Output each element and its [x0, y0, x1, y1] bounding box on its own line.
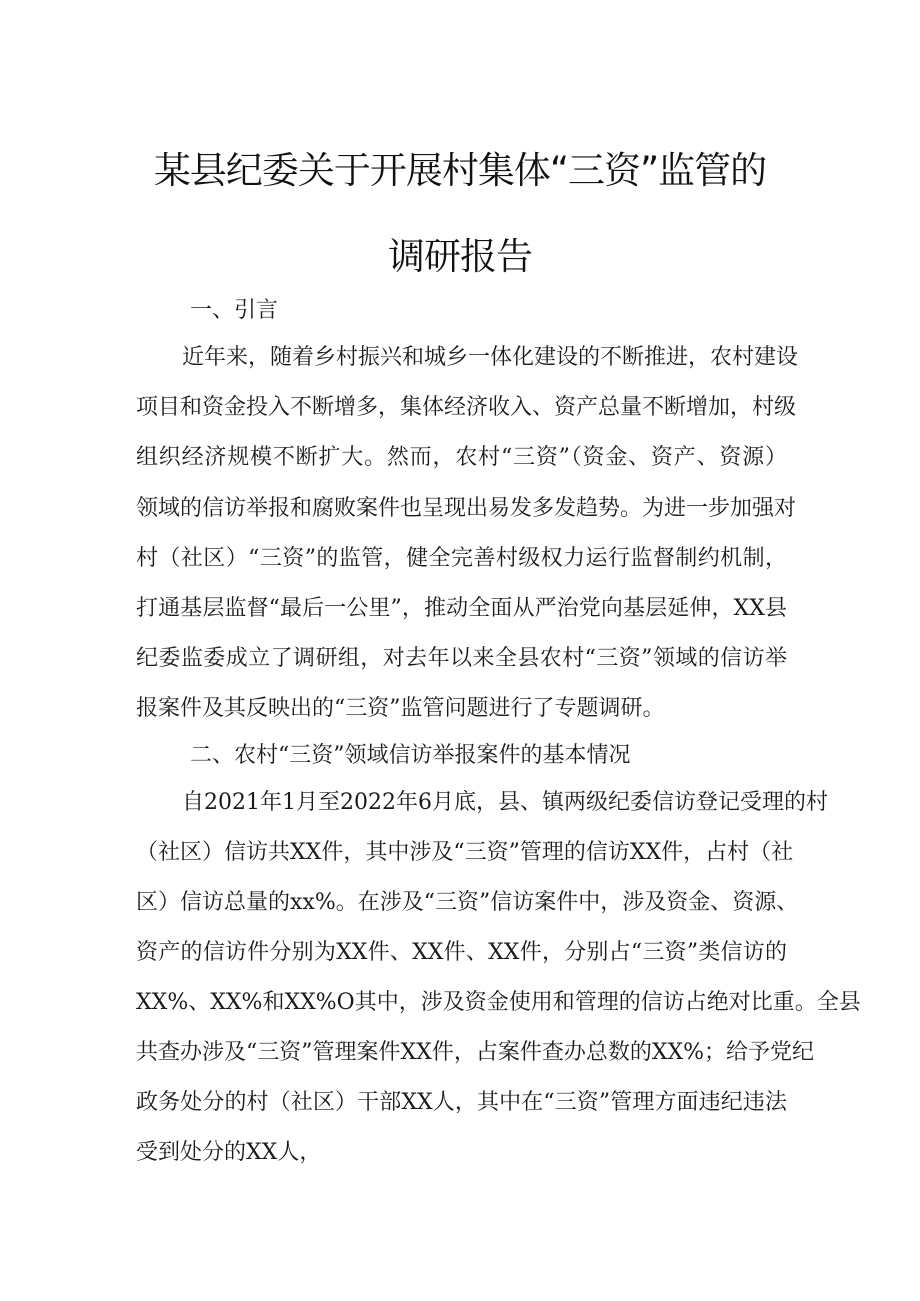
section-1-paragraph-line: 打通基层监督“最后一公里”，推动全面从严治党向基层延伸，XX县	[136, 596, 787, 621]
section-2-paragraph-line: 自2021年1月至2022年6月底，县、镇两级纪委信访登记受理的村	[182, 790, 828, 815]
section-1-paragraph-line: 组织经济规模不断扩大。然而，农村“三资”（资金、资产、资源）	[136, 445, 787, 470]
section-1-paragraph-line: 项目和资金投入不断增多，集体经济收入、资产总量不断增加，村级	[136, 395, 797, 420]
section-2-paragraph-line: 区）信访总量的xx%。在涉及“三资”信访案件中，涉及资金、资源、	[136, 890, 799, 915]
section-1-paragraph-line: 近年来，随着乡村振兴和城乡一体化建设的不断推进，农村建设	[182, 345, 799, 370]
section-2-heading: 二、农村“三资”领域信访举报案件的基本情况	[190, 743, 631, 768]
section-1-heading: 一、引言	[190, 298, 279, 323]
section-2-paragraph-line: （社区）信访共XX件，其中涉及“三资”管理的信访XX件，占村（社	[136, 840, 794, 865]
section-2-paragraph-line: XX%、XX%和XX%O其中，涉及资金使用和管理的信访占绝对比重。全县	[136, 990, 861, 1015]
document-title-line-2: 调研报告	[388, 235, 532, 278]
section-2-paragraph-line: 资产的信访件分别为XX件、XX件、XX件，分别占“三资”类信访的	[136, 940, 787, 965]
section-1-paragraph-line: 领域的信访举报和腐败案件也呈现出易发多发趋势。为进一步加强对	[136, 496, 797, 521]
document-title-line-1: 某县纪委关于开展村集体“三资”监管的	[153, 149, 767, 192]
section-2-paragraph-line: 受到处分的XX人，	[136, 1140, 322, 1165]
section-1-paragraph-line: 村（社区）“三资”的监管，健全完善村级权力运行监督制约机制，	[136, 546, 787, 571]
section-1-paragraph-line: 报案件及其反映出的“三资”监管问题进行了专题调研。	[136, 696, 665, 721]
section-1-paragraph-line: 纪委监委成立了调研组，对去年以来全县农村“三资”领域的信访举	[136, 646, 787, 671]
section-2-paragraph-line: 政务处分的村（社区）干部XX人，其中在“三资”管理方面违纪违法	[136, 1090, 787, 1115]
section-2-paragraph-line: 共查办涉及“三资”管理案件XX件，占案件查办总数的XX%；给予党纪	[136, 1040, 815, 1065]
